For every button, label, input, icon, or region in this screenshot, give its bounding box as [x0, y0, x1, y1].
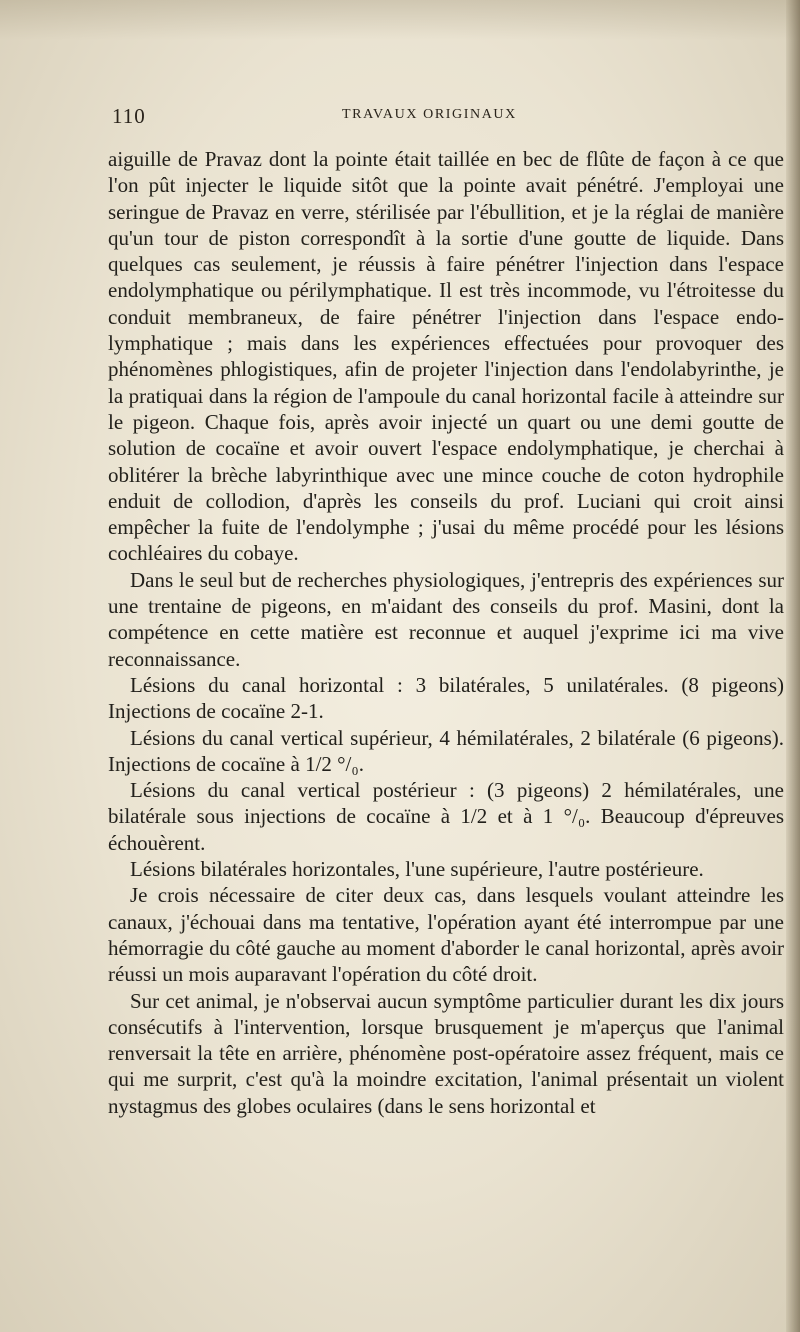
body-text: [108, 146, 784, 1119]
paragraph-posterior-canal: Lésions du canal vertical postérieur : (3 pigeons) 2 hémilatérales, une bilatérale sous injections de cocaïne à 1/2 et à 1 °/₀. Beaucoup d'épreuves échouèrent.: [108, 778, 784, 855]
paragraph-experiments: Dans le seul but de recherches physiologiques, j'entrepris des expériences sur une trentaine de pigeons, en m'aidant des conseils du prof. Masini, dont la compétence en cette matière est reconnue et auquel j'exprime ici ma vive reconnaissance.: [108, 567, 784, 671]
paragraph-continuation: aiguille de Pravaz dont la pointe était taillée en bec de flûte de façon à ce que l'on pût injecter le liquide sitôt que la pointe avait pénétré. J'employai une seringue de Pravaz en verre, stérilisée par l'ébullition, et je la réglai de manière qu'un tour de piston correspondît à la sortie d'une goutte de liquide. Dans quelques cas seulement, je réussis à faire pénétrer l'injection dans l'espace endolymphatique ou périlymphatique. Il est très incommode, vu l'étroitesse du conduit membraneux, de faire pénétrer l'injection dans l'espace endo-lymphatique ; mais dans les expériences effectuées pour provoquer des phénomènes phlogistiques, afin de projeter l'injection dans l'endolabyrinthe, je la pratiquai dans la région de l'ampoule du canal horizontal facile à atteindre sur le pigeon. Chaque fois, après avoir injecté un quart ou une demi goutte de solution de cocaïne et avoir ouvert l'espace endolymphatique, je cherchai à oblitérer la brèche labyrinthique avec une mince couche de coton hydrophile enduit de collodion, d'après les conseils du prof. Luciani qui croit ainsi empêcher la fuite de l'endolymphe ; j'usai du même procédé pour les lésions cochléaires du cobaye.: [108, 147, 784, 566]
paragraph-two-cases: Je crois nécessaire de citer deux cas, dans lesquels voulant atteindre les canaux, j'échouai dans ma tentative, l'opération ayant été interrompue par une hémorragie du côté gauche au moment d'aborder le canal horizontal, après avoir réussi un mois auparavant l'opération du côté droit.: [108, 883, 784, 987]
paragraph-observation: Sur cet animal, je n'observai aucun symptôme particulier durant les dix jours consécutifs à l'intervention, lorsque brusquement je m'aperçus que l'animal renversait la tête en arrière, phénomène post-opératoire assez fréquent, mais ce qui me surprit, c'est qu'à la moindre excitation, l'animal présentait un violent nystagmus des globes oculaires (dans le sens horizontal et: [108, 988, 784, 1118]
page-header: [112, 104, 788, 130]
paragraph-superior-canal: Lésions du canal vertical supérieur, 4 hémilatérales, 2 bilatérale (6 pigeons). Injections de cocaïne à 1/2 °/₀.: [108, 725, 784, 776]
paragraph-bilateral-lesions: Lésions bilatérales horizontales, l'une supérieure, l'autre postérieure.: [130, 857, 704, 882]
page-number: 110: [112, 104, 146, 128]
running-head: TRAVAUX ORIGINAUX: [342, 107, 517, 122]
page-edge-shadow: [786, 0, 800, 1332]
paragraph-horizontal-canal: Lésions du canal horizontal : 3 bilatérales, 5 unilatérales. (8 pigeons) Injections de cocaïne 2-1.: [108, 672, 784, 724]
top-shadow: [0, 0, 800, 40]
